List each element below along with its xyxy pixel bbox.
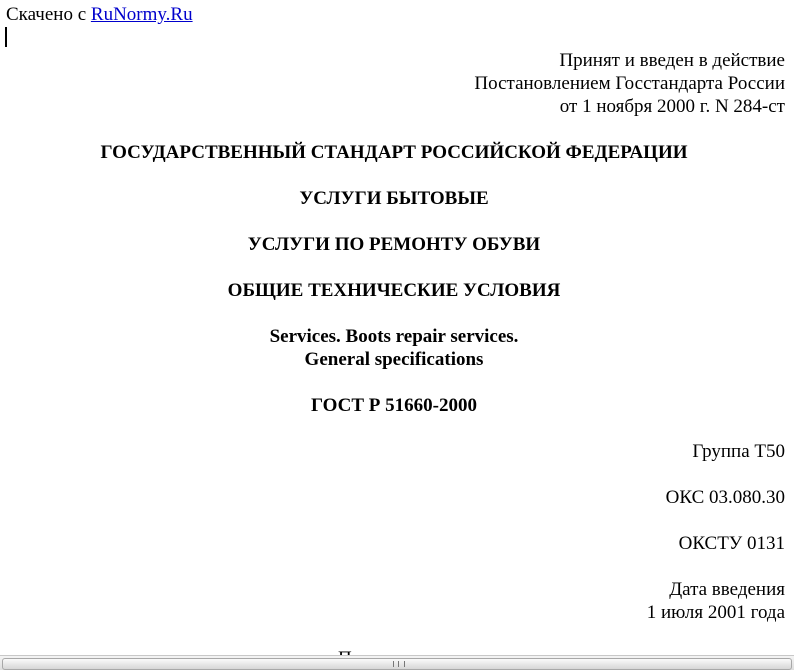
source-link[interactable]: RuNormy.Ru xyxy=(90,4,193,25)
intro-date-label: Дата введения xyxy=(669,579,785,600)
scrollbar-thumb[interactable] xyxy=(2,658,792,670)
group-label: Группа Т50 xyxy=(692,441,785,462)
horizontal-scrollbar[interactable] xyxy=(0,655,794,670)
english-title-line-1: Services. Boots repair services. xyxy=(269,326,519,347)
adoption-line-2: Постановлением Госстандарта России xyxy=(474,73,785,94)
adoption-line-1: Принят и введен в действие xyxy=(559,50,785,71)
download-source-line xyxy=(6,4,193,26)
intro-date-value: 1 июля 2001 года xyxy=(646,602,785,623)
adoption-line-3: от 1 ноября 2000 г. N 284-ст xyxy=(559,96,785,117)
title-line-3: ОБЩИЕ ТЕХНИЧЕСКИЕ УСЛОВИЯ xyxy=(227,280,561,301)
standard-code: ГОСТ Р 51660-2000 xyxy=(311,395,477,416)
okstu-code: ОКСТУ 0131 xyxy=(678,533,785,554)
intro-date-block xyxy=(647,578,785,624)
title-line-2: УСЛУГИ ПО РЕМОНТУ ОБУВИ xyxy=(247,234,541,255)
adoption-block xyxy=(474,49,785,118)
title-line-1: УСЛУГИ БЫТОВЫЕ xyxy=(299,188,489,209)
grip-icon xyxy=(393,661,405,667)
text-cursor xyxy=(5,27,7,47)
standard-type-heading: ГОСУДАРСТВЕННЫЙ СТАНДАРТ РОССИЙСКОЙ ФЕДЕРАЦИИ xyxy=(100,142,688,163)
english-title-line-2: General specifications xyxy=(304,349,484,370)
downloaded-prefix: Скачено с xyxy=(6,4,87,25)
oks-code: ОКС 03.080.30 xyxy=(665,487,785,508)
